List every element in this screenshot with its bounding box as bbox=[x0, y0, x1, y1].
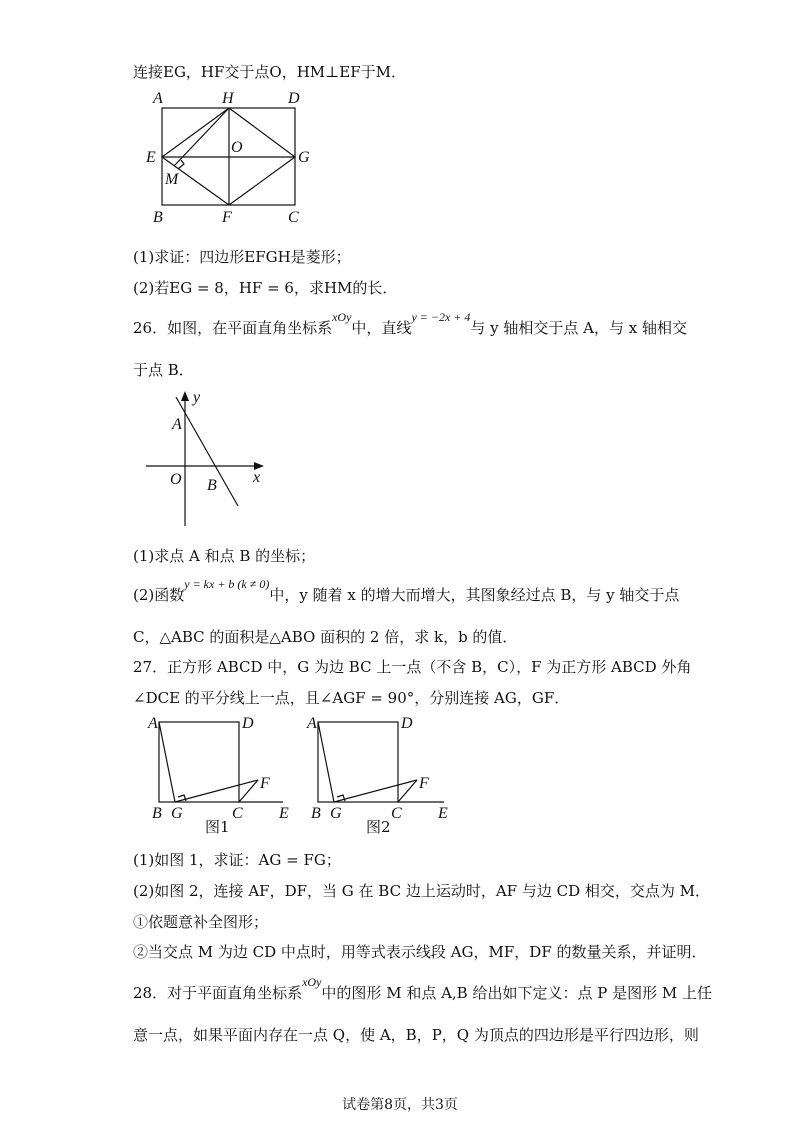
q27-line1: 27．正方形 ABCD 中，G 为边 BC 上一点（不含 B，C），F 为正方形 ABCD 外角 bbox=[133, 658, 692, 676]
page-footer: 试卷第8页，共3页 bbox=[342, 1097, 458, 1113]
q28-line2: 意一点，如果平面内存在一点 Q，使 A，B，P，Q 为顶点的四边形是平行四边形，则 bbox=[133, 1026, 699, 1044]
label-A: A bbox=[153, 90, 163, 107]
q26-2-text-a: (2)函数 bbox=[133, 586, 185, 604]
q28-text-a: 28．对于平面直角坐标系 bbox=[133, 984, 303, 1002]
fig1-caption: 图1 bbox=[205, 818, 230, 836]
q26-xoy: xOy bbox=[332, 310, 352, 324]
label-x: x bbox=[253, 469, 261, 486]
label-D: D bbox=[288, 90, 300, 107]
intro-line: 连接EG，HF交于点O，HM⊥EF于M． bbox=[133, 63, 406, 81]
q26-2-text-b: 中，y 随着 x 的增大而增大，其图象经过点 B，与 y 轴交于点 bbox=[269, 586, 680, 604]
label-H: H bbox=[222, 90, 234, 107]
q26-text-b: 中，直线 bbox=[351, 319, 412, 337]
q28-xoy: xOy bbox=[302, 975, 322, 989]
q26-line2: 于点 B． bbox=[133, 361, 194, 379]
q26-text-c: 与 y 轴相交于点 A，与 x 轴相交 bbox=[470, 319, 687, 337]
label-C: C bbox=[288, 209, 299, 226]
q27-part2-ii: ②当交点 M 为边 CD 中点时，用等式表示线段 AG，MF，DF 的数量关系，并证明． bbox=[133, 943, 707, 961]
label-O: O bbox=[170, 471, 182, 488]
label-G: G bbox=[298, 149, 310, 166]
fig2-label-A: A bbox=[307, 715, 317, 732]
label-O: O bbox=[231, 139, 243, 156]
label-F: F bbox=[222, 209, 232, 226]
q27-part1: (1)如图 1，求证：AG = FG； bbox=[133, 851, 341, 869]
fig1-label-G: G bbox=[171, 805, 183, 822]
fig1-label-E: E bbox=[279, 805, 289, 822]
q26-part1: (1)求点 A 和点 B 的坐标； bbox=[133, 547, 316, 565]
q28-line1 bbox=[133, 975, 713, 1004]
label-B: B bbox=[153, 209, 163, 226]
q27-part2-i: ①依题意补全图形； bbox=[133, 913, 269, 931]
fig2-caption: 图2 bbox=[366, 818, 391, 836]
q26-2-equation: y = kx + b (k ≠ 0) bbox=[184, 577, 270, 591]
fig2-label-C: C bbox=[391, 805, 402, 822]
fig2-label-D: D bbox=[401, 715, 413, 732]
q26-text-a: 26．如图，在平面直角坐标系 bbox=[133, 319, 333, 337]
fig1-label-D: D bbox=[242, 715, 254, 732]
fig2-label-F: F bbox=[419, 775, 429, 792]
q25-part2: (2)若EG = 8，HF = 6，求HM的长． bbox=[133, 279, 398, 297]
label-A: A bbox=[172, 416, 182, 433]
label-E: E bbox=[146, 149, 156, 166]
q27-part2: (2)如图 2，连接 AF，DF，当 G 在 BC 边上运动时，AF 与边 CD 相交，交点为 M． bbox=[133, 882, 711, 900]
fig1-label-A: A bbox=[148, 715, 158, 732]
q26-equation: y = −2x + 4 bbox=[411, 310, 471, 324]
label-M: M bbox=[165, 171, 179, 188]
q28-text-b: 中的图形 M 和点 A,B 给出如下定义：点 P 是图形 M 上任 bbox=[321, 984, 713, 1002]
fig1-label-F: F bbox=[260, 775, 270, 792]
fig2-label-B: B bbox=[311, 805, 321, 822]
label-B: B bbox=[207, 477, 217, 494]
fig1-label-C: C bbox=[232, 805, 243, 822]
fig2-label-E: E bbox=[438, 805, 448, 822]
fig2-label-G: G bbox=[330, 805, 342, 822]
q25-part1: (1)求证：四边形EFGH是菱形； bbox=[133, 248, 351, 266]
q27-line2: ∠DCE 的平分线上一点，且∠AGF = 90°，分别连接 AG，GF． bbox=[133, 689, 570, 707]
label-y: y bbox=[193, 389, 201, 406]
q26-part2-cont: C，△ABC 的面积是△ABO 面积的 2 倍，求 k，b 的值． bbox=[133, 628, 518, 646]
fig1-label-B: B bbox=[152, 805, 162, 822]
